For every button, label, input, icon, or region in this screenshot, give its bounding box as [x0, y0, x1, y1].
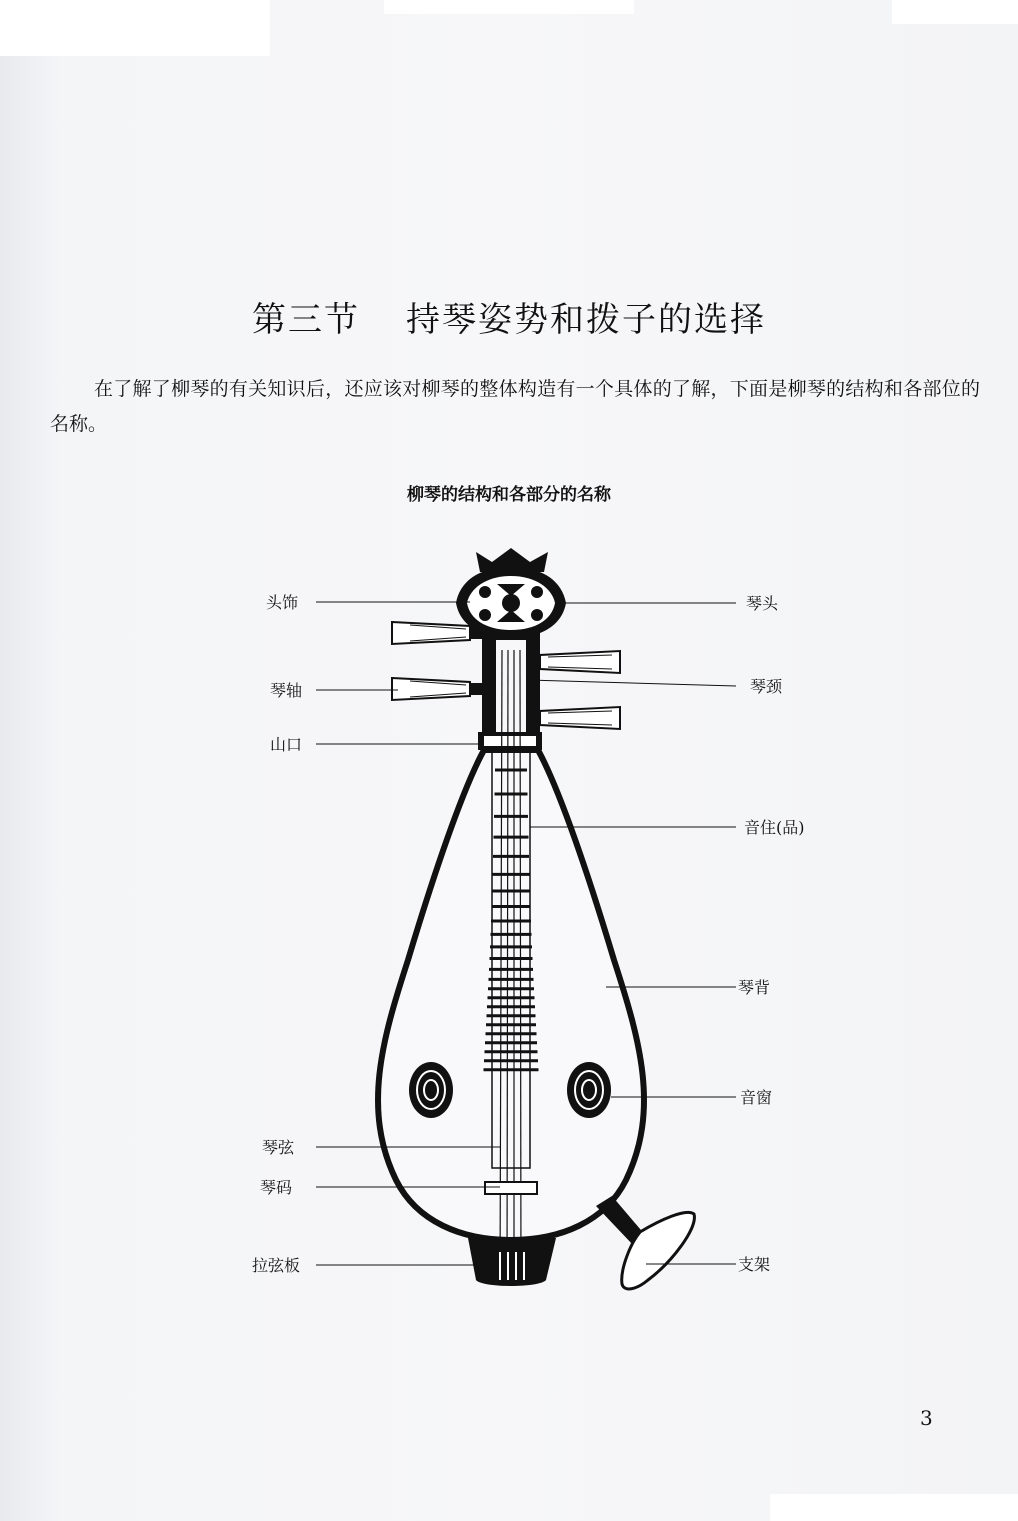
section-number: 第三节: [252, 300, 360, 340]
intro-paragraph: 在了解了柳琴的有关知识后，还应该对柳琴的整体构造有一个具体的了解，下面是柳琴的结构和各部位的名称。: [50, 378, 980, 435]
tuning-peg: [540, 651, 620, 673]
label-bridge: 琴码: [260, 1178, 293, 1197]
instrument-body: [378, 750, 644, 1240]
label-back: 琴背: [738, 978, 771, 997]
sound-hole: [567, 1062, 611, 1118]
tailpiece: [468, 1238, 556, 1286]
label-head: 琴头: [746, 594, 779, 613]
neck-slot: [496, 640, 526, 740]
section-heading: 持琴姿势和拨子的选择: [406, 300, 766, 340]
label-tailpiece: 拉弦板: [252, 1256, 301, 1275]
label-strings: 琴弦: [262, 1138, 295, 1157]
bridge: [485, 1182, 537, 1194]
label-neck: 琴颈: [750, 677, 783, 696]
tuning-peg: [392, 678, 484, 700]
nut-inlay: [484, 736, 536, 746]
label-frets: 音住(品): [744, 818, 805, 837]
label-head-ornament: 头饰: [266, 593, 299, 612]
stand: [596, 1196, 694, 1289]
label-sound-holes: 音窗: [740, 1088, 773, 1107]
label-tuning-pegs: 琴轴: [270, 681, 303, 700]
label-nut: 山口: [270, 735, 303, 754]
figure-caption: 柳琴的结构和各部分的名称: [407, 485, 611, 505]
head-ornament: [456, 568, 566, 638]
sound-hole: [409, 1062, 453, 1118]
label-stand: 支架: [738, 1255, 771, 1274]
tuning-peg: [540, 707, 620, 729]
page-number: 3: [920, 1406, 933, 1430]
